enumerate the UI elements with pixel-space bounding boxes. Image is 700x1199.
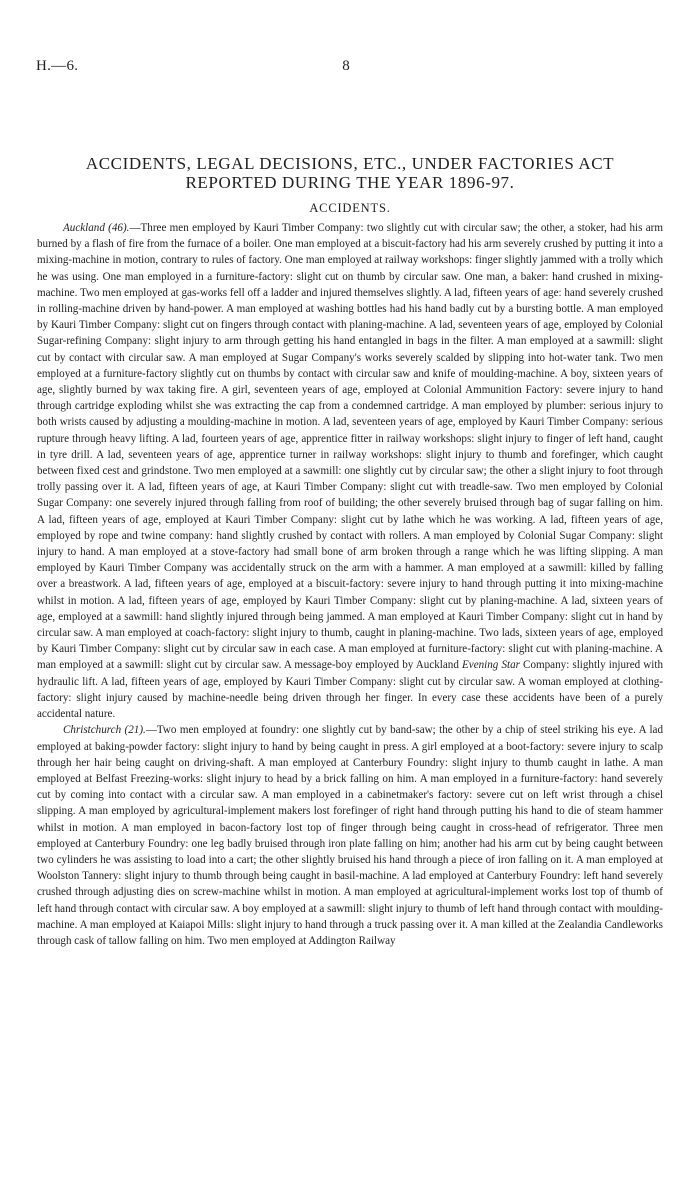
section-heading: ACCIDENTS. xyxy=(309,201,391,215)
paragraph-christchurch xyxy=(37,722,663,949)
title-line-1: ACCIDENTS, LEGAL DECISIONS, ETC., UNDER FACTORIES ACT xyxy=(85,154,615,173)
place-name: Christchurch (21). xyxy=(63,724,146,737)
document-reference: H.—6. xyxy=(36,58,79,74)
newspaper-name: Evening Star xyxy=(462,659,520,672)
place-name: Auckland (46). xyxy=(63,222,130,234)
page-number: 8 xyxy=(342,58,350,74)
page-title xyxy=(30,154,670,192)
body-text xyxy=(37,220,663,949)
paragraph-text: —Three men employed by Kauri Timber Company: two slightly cut with circular saw; the other, a stoker, had his arm burned by a flash of fire from the furnace of a boiler. One man employed at a biscuit-factory had his arm severely crushed by putting it into a mixing-machine in motion, contrary to rules of factory. One man employed at railway workshops: finger slightly jammed with a trolly which he was using. One man employed in a furniture-factory: slight cut on thumb by circular saw. One man, a baker: hand crushed in mixing-machine. Two men employed at gas-works fell off a ladder and injured themselves slightly. A lad, fifteen years of age: hand severely crushed in rolling-machine driven by hand-power. A man employed at washing bottles had his hand badly cut by a bursting bottle. A man employed by Kauri Timber Company: slight cut on fingers through contact with planing-machine. A lad, seventeen years of age, employed by Colonial Sugar-refining Company: slight injury to arm through getting his hand entangled in bags in the filter. A man employed at a sawmill: slight cut by contact with circular saw. A man employed at Sugar Company's works severely scalded by slipping into hot-water tank. Two men employed at a furniture-factory slightly cut on thumbs by contact with circular saw and knife of moulding-machine. A boy, sixteen years of age, slightly burned by wax taking fire. A girl, seventeen years of age, employed at Colonial Ammunition Factory: severe injury to hand through cartridge exploding whilst she was extracting the cap from a condemned cartridge. A man employed by plumber: serious injury to both wrists caused by adjusting a moulding-machine in motion. A lad, seventeen years of age, employed by Kauri Timber Company: serious rupture through heavy lifting. A lad, fourteen years of age, apprentice fitter in railway workshops: slight injury to finger of left hand, caught in tyre drill. A lad, seventeen years of age, apprentice turner in railway workshops: slight injury to thumb and forefinger, which caught between fixed cest and grindstone. Two men employed at a sawmill: one slightly cut by circular saw; the other a slight injury to foot through trolly passing over it. A lad, fifteen years of age, at Kauri Timber Company: slight cut with treadle-saw. Two men employed by Colonial Sugar Company: one severely injured through falling from roof of building; the other severely bruised through bag of sugar falling on him. A lad, fifteen years of age, employed at Kauri Timber Company: slight cut by lathe which he was working. A lad, fifteen years of age, employed by rope and twine company: hand slightly crushed by contact with rollers. A man employed by Colonial Sugar Company: slight injury to hand. A man employed at a stove-factory had small bone of arm broken through a range which he was lifting slipping. A man employed by Kauri Timber Company was accidentally struck on the arm with a hammer. A man employed at a sawmill: killed by falling over a breastwork. A lad, fifteen years of age, employed at a biscuit-factory: severe injury to hand through putting it into mixing-machine whilst in motion. A lad, fifteen years of age, employed by Kauri Timber Company: slight cut by planing-machine. A lad, sixteen years of age, employed at a sawmill: hand slightly injured through being jammed. A man employed at Kauri Timber Company: slight cut in hand by circular saw. A man employed at coach-factory: slight injury to thumb, caught in planing-machine. Two lads, sixteen years of age, employed by Kauri Timber Company: slight cut by circular saw in each case. A man employed at furniture-factory: slight cut with planing-machine. A man employed at a sawmill: slight cut by circular saw. A message-boy employed by Auckland xyxy=(37,222,663,672)
paragraph-auckland xyxy=(37,220,663,722)
paragraph-text: Company: slightly injured with hydraulic lift. A lad, fifteen years of age, employed by Kauri Timber Company: slight cut by circular saw. A woman employed at clothing-factory: slight injury caused by machine-needle being driven through her finger. In every case these accidents have been of a purely accidental nature. xyxy=(37,659,663,721)
paragraph-text: —Two men employed at foundry: one slightly cut by band-saw; the other by a chip of steel striking his eye. A lad employed at baking-powder factory: slight injury to hand by being caught in press. A girl employed at a boot-factory: severe injury to scalp through her hair being caught on driving-shaft. A man employed at Canterbury Foundry: slight injury to thumb caught in lathe. A man employed at Belfast Freezing-works: slight injury to head by a brick falling on him. A man employed in a furniture-factory: hand severely cut by coming into contact with a circular saw. A man employed in a cabinetmaker's factory: severe cut on left wrist through a chisel slipping. A man employed by agricultural-implement makers lost forefinger of right hand through putting his hand to die of steam hammer whilst in motion. A man employed in bacon-factory lost top of finger through being caught in cross-head of refrigerator. Three men employed at Canterbury Foundry: one leg badly bruised through iron plate falling on him; another had his arm cut by being caught between two cylinders he was assisting to load into a cart; the other slightly bruised his hand through a piece of iron falling on it. A man employed at Woolston Tannery: slight injury to thumb through being caught in basil-machine. A lad employed at Canterbury Foundry: left hand severely crushed through adjusting dies on screw-machine whilst in motion. A man employed at agricultural-implement works lost top of thumb of left hand through contact with circular saw. A boy employed at a sawmill: slight injury to thumb of left hand through contact with moulding-machine. A man employed at Kaiapoi Mills: slight injury to hand through a truck passing over it. A man killed at the Zealandia Candleworks through cask of tallow falling on him. Two men employed at Addington Railway xyxy=(37,724,664,947)
title-line-2: REPORTED DURING THE YEAR 1896-97. xyxy=(185,173,515,192)
